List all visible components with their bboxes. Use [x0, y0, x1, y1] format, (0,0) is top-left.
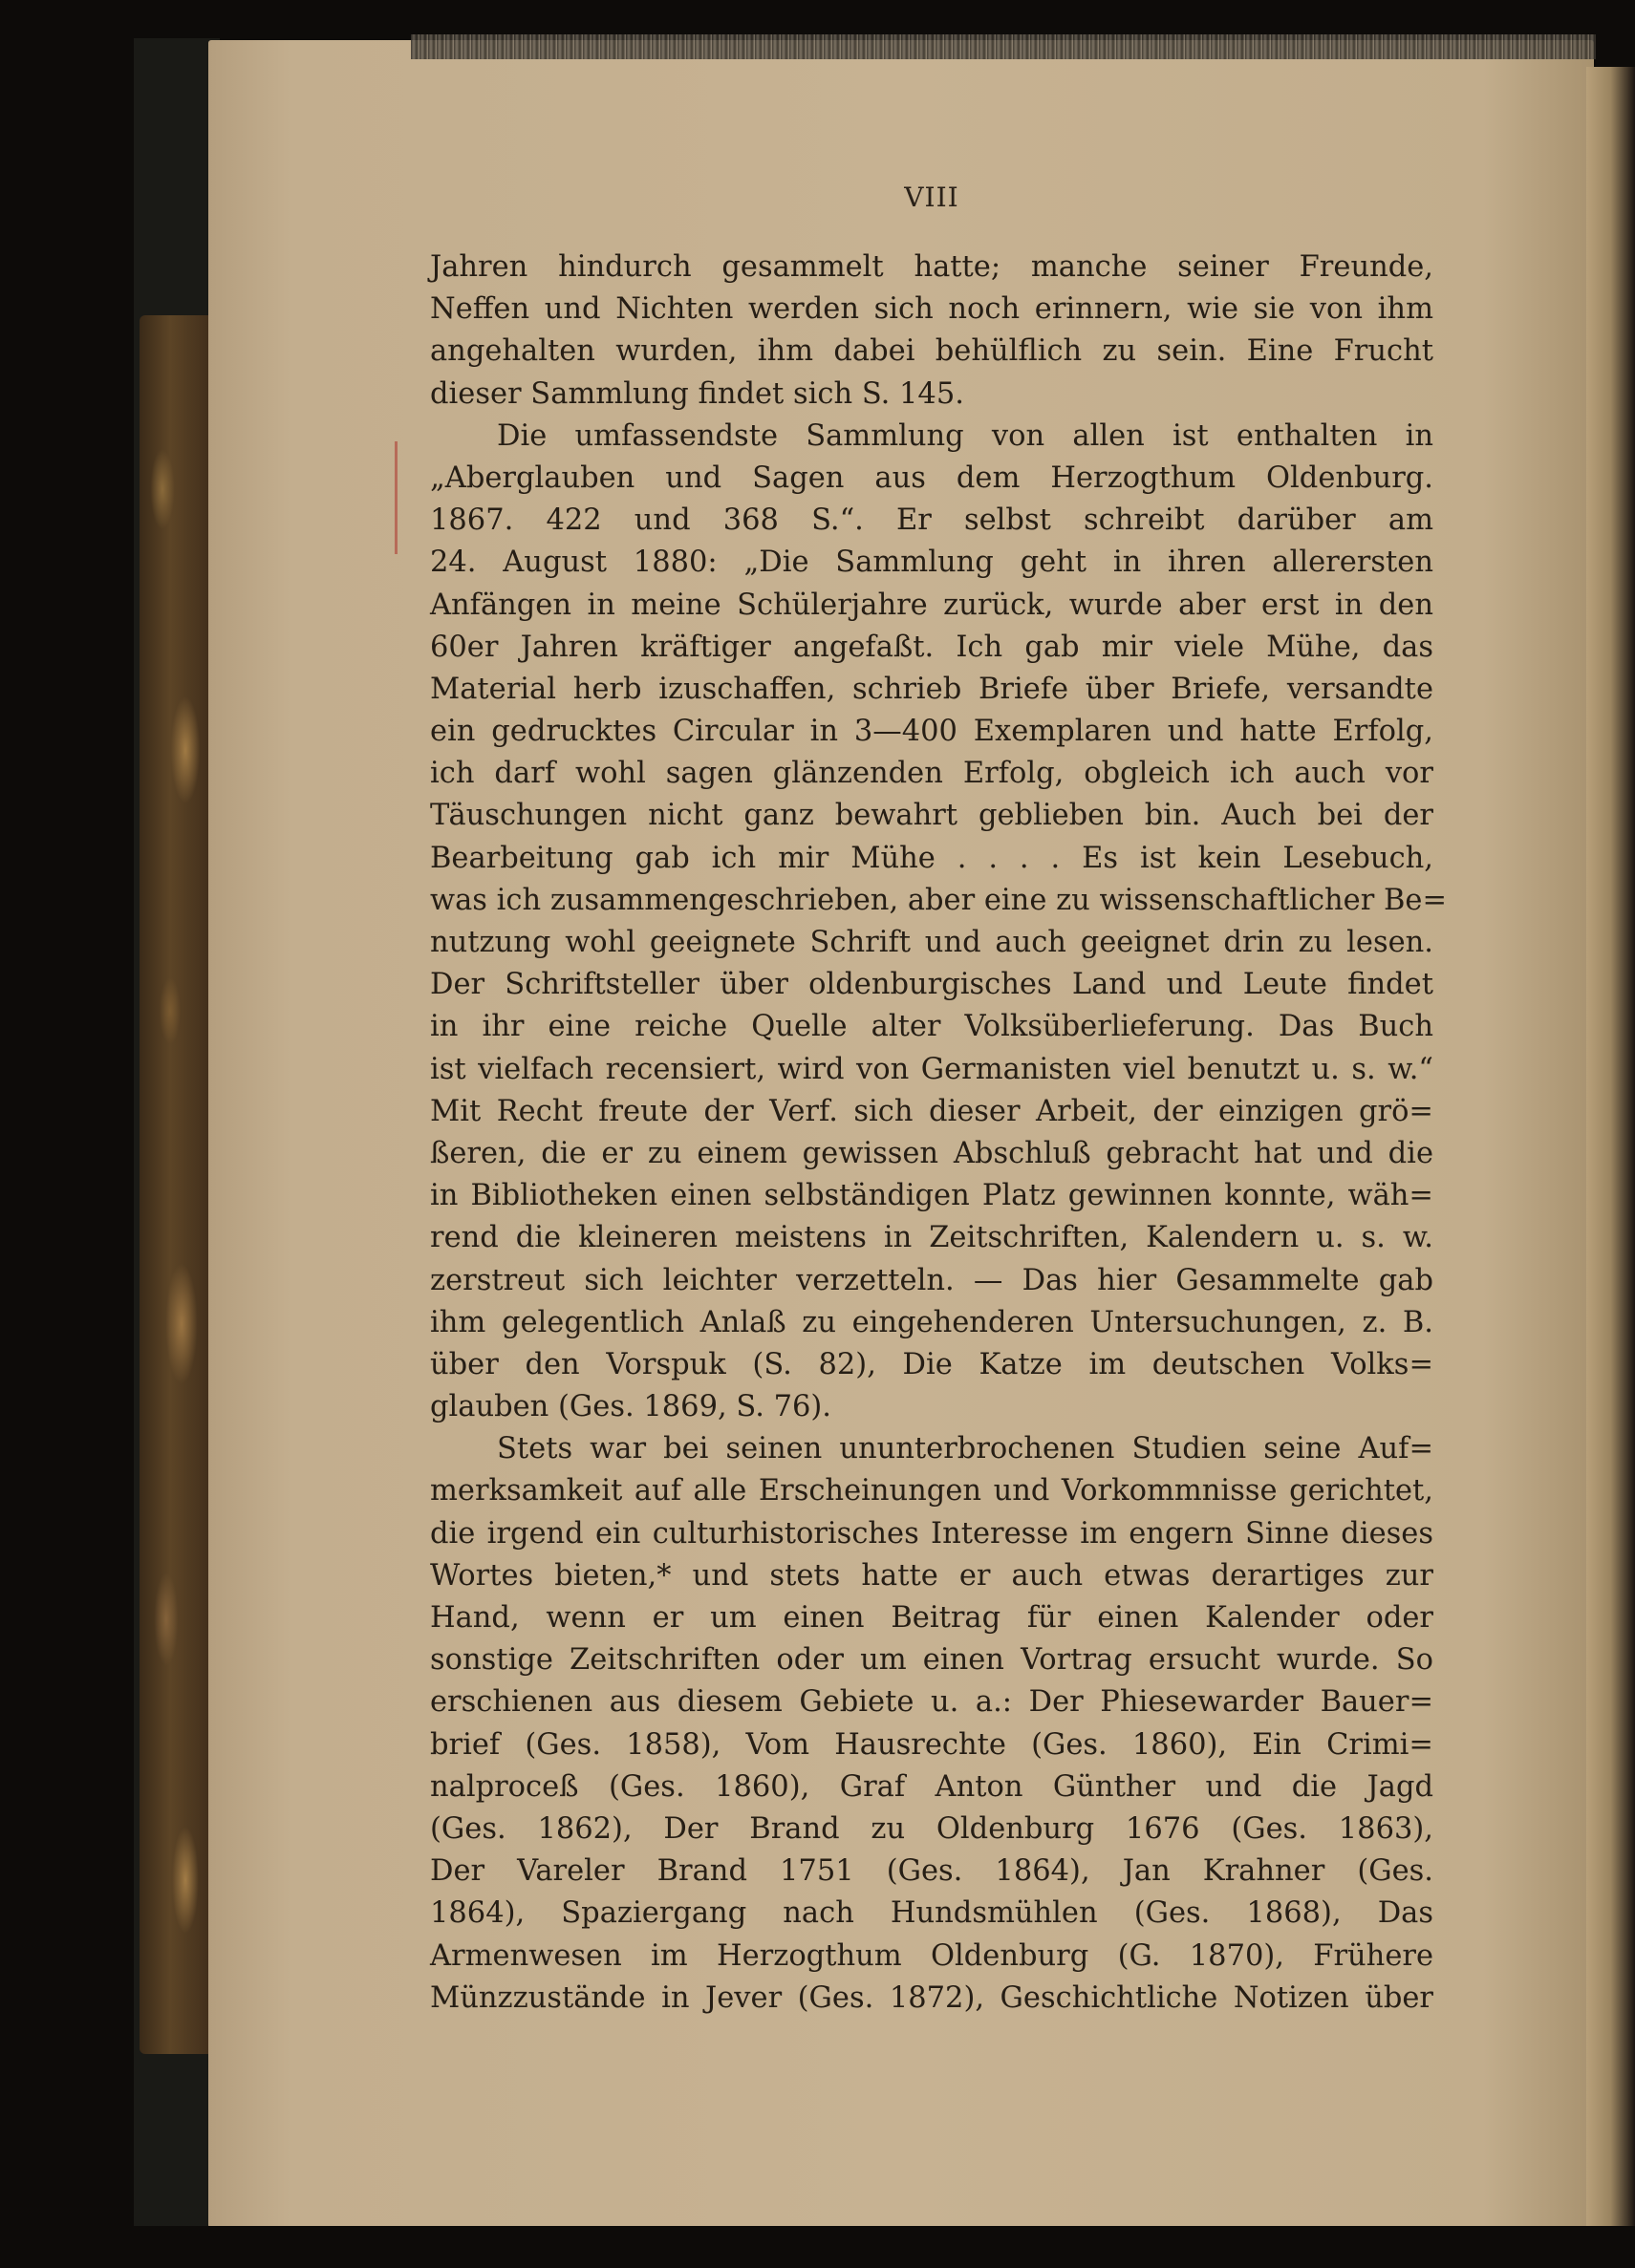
text-line: Mit Recht freute der Verf. sich dieser Arbeit, der einzigen grö=: [430, 1094, 1433, 1128]
pencil-margin-mark: [395, 441, 398, 554]
text-line: rend die kleineren meistens in Zeitschriften, Kalendern u. s. w.: [430, 1221, 1433, 1255]
text-line: 60er Jahren kräftiger angefaßt. Ich gab mir viele Mühe, das: [430, 630, 1433, 664]
text-line: ich darf wohl sagen glänzenden Erfolg, obgleich ich auch vor: [430, 757, 1433, 791]
paragraph-start-line: Stets war bei seinen ununterbrochenen Studien seine Auf=: [497, 1432, 1433, 1466]
text-line: glauben (Ges. 1869, S. 76).: [430, 1390, 831, 1424]
text-line: Hand, wenn er um einen Beitrag für einen Kalender oder: [430, 1601, 1433, 1635]
text-line: dieser Sammlung findet sich S. 145.: [430, 376, 964, 411]
text-line: Wortes bieten,* und stets hatte er auch etwas derartiges zur: [430, 1558, 1433, 1593]
text-line: Täuschungen nicht ganz bewahrt geblieben bin. Auch bei der: [430, 799, 1433, 833]
text-line: zerstreut sich leichter verzetteln. — Das hier Gesammelte gab: [430, 1263, 1433, 1297]
text-line: merksamkeit auf alle Erscheinungen und Vorkommnisse gerichtet,: [430, 1474, 1433, 1508]
paragraph-start-line: Die umfassendste Sammlung von allen ist enthalten in: [497, 418, 1433, 453]
text-line: Material herb izuschaffen, schrieb Briefe über Briefe, versandte: [430, 672, 1433, 706]
text-line: Münzzustände in Jever (Ges. 1872), Geschichtliche Notizen über: [430, 1980, 1433, 2015]
page-number: VIII: [904, 182, 959, 213]
text-line: brief (Ges. 1858), Vom Hausrechte (Ges. 1860), Ein Crimi=: [430, 1727, 1433, 1762]
text-line: ßeren, die er zu einem gewissen Abschluß gebracht hat und die: [430, 1136, 1433, 1170]
text-line: „Aberglauben und Sagen aus dem Herzogthum Oldenburg.: [430, 460, 1433, 495]
text-line: 24. August 1880: „Die Sammlung geht in ihren allerersten: [430, 546, 1433, 580]
text-line: in ihr eine reiche Quelle alter Volksüberlieferung. Das Buch: [430, 1010, 1433, 1044]
text-line: nalproceß (Ges. 1860), Graf Anton Günther und die Jagd: [430, 1769, 1433, 1804]
text-line: erschienen aus diesem Gebiete u. a.: Der Phiesewarder Bauer=: [430, 1685, 1433, 1720]
marbled-cover-edge: [140, 315, 216, 2054]
body-text: [430, 246, 1448, 2020]
text-line: ist vielfach recensiert, wird von Germanisten viel benutzt u. s. w.“: [430, 1052, 1433, 1086]
text-line: Armenwesen im Herzogthum Oldenburg (G. 1870), Frühere: [430, 1938, 1433, 1973]
text-line: 1867. 422 und 368 S.“. Er selbst schreibt darüber am: [430, 503, 1433, 538]
text-line: Neffen und Nichten werden sich noch erinnern, wie sie von ihm: [430, 292, 1433, 327]
scan-bottom-margin: [208, 2226, 1635, 2268]
text-line: ein gedrucktes Circular in 3—400 Exemplaren und hatte Erfolg,: [430, 715, 1433, 749]
text-line: Jahren hindurch gesammelt hatte; manche seiner Freunde,: [430, 250, 1433, 284]
text-line: in Bibliotheken einen selbständigen Platz gewinnen konnte, wäh=: [430, 1179, 1433, 1213]
text-line: 1864), Spaziergang nach Hundsmühlen (Ges. 1868), Das: [430, 1896, 1433, 1931]
page-top-edge: [411, 34, 1596, 59]
text-line: sonstige Zeitschriften oder um einen Vortrag ersucht wurde. So: [430, 1643, 1433, 1678]
text-line: die irgend ein culturhistorisches Interesse im engern Sinne dieses: [430, 1516, 1433, 1551]
text-line: über den Vorspuk (S. 82), Die Katze im deutschen Volks=: [430, 1347, 1433, 1381]
text-line: (Ges. 1862), Der Brand zu Oldenburg 1676 (Ges. 1863),: [430, 1811, 1433, 1846]
facing-page-edge: [1586, 67, 1635, 2226]
text-line: Der Schriftsteller über oldenburgisches Land und Leute findet: [430, 968, 1433, 1002]
text-line: Bearbeitung gab ich mir Mühe . . . . Es ist kein Lesebuch,: [430, 841, 1433, 875]
text-line: nutzung wohl geeignete Schrift und auch geeignet drin zu lesen.: [430, 926, 1433, 959]
text-line: Der Vareler Brand 1751 (Ges. 1864), Jan Krahner (Ges.: [430, 1854, 1433, 1889]
text-line: Anfängen in meine Schülerjahre zurück, wurde aber erst in den: [430, 588, 1433, 622]
text-line: angehalten wurden, ihm dabei behülflich zu sein. Eine Frucht: [430, 334, 1433, 369]
text-line: ihm gelegentlich Anlaß zu eingehenderen Untersuchungen, z. B.: [430, 1305, 1433, 1339]
text-line: was ich zusammengeschrieben, aber eine zu wissenschaftlicher Be=: [430, 883, 1448, 917]
